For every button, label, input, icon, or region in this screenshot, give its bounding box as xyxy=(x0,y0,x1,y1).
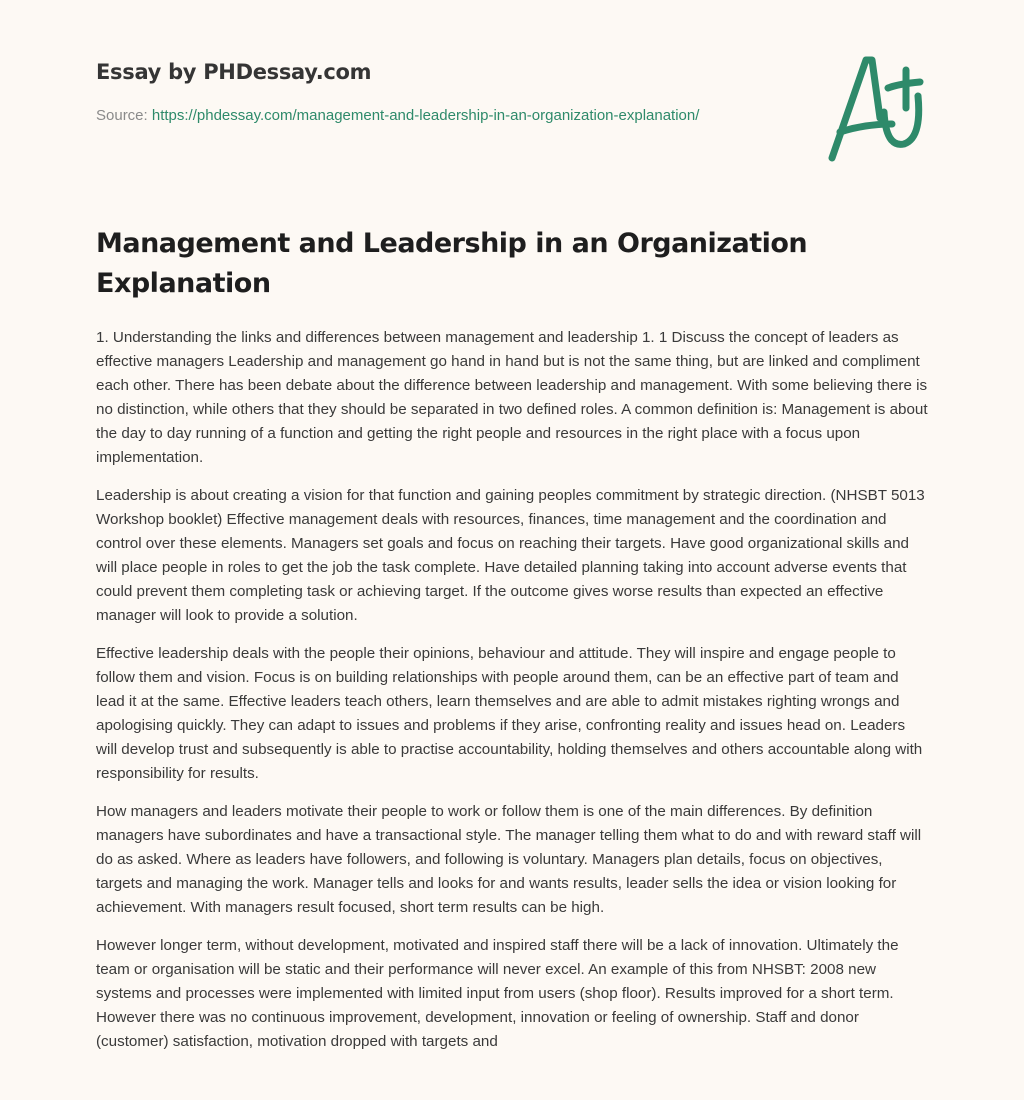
page-header xyxy=(96,60,736,128)
article-body xyxy=(96,326,928,1068)
paragraph: However longer term, without development, motivated and inspired staff there will be a lack of innovation. Ultimately the team or organisation will be static and their performance will never excel. An example of this from NHSBT: 2008 new systems and processes were implemented with limited input from users (shop floor). Results improved for a short term. However there was no continuous improvement, development, innovation or feeling of ownership. Staff and donor (customer) satisfaction, motivation dropped with targets and xyxy=(96,937,899,1050)
paragraph: Effective leadership deals with the people their opinions, behaviour and attitude. They will inspire and engage people to follow them and vision. Focus is on building relationships with people around them, can be an effective part of team and lead it at the same. Effective leaders teach others, learn themselves and are able to admit mistakes righting wrongs and apologising quickly. They can adapt to issues and problems if they arise, confronting reality and issues head on. Leaders will develop trust and subsequently is able to practise accountability, holding themselves and others accountable along with responsibility for results. xyxy=(96,645,923,782)
paragraph: How managers and leaders motivate their people to work or follow them is one of the main differences. By definition managers have subordinates and have a transactional style. The manager telling them what to do and with reward staff will do as asked. Where as leaders have followers, and following is voluntary. Managers plan details, focus on objectives, targets and managing the work. Manager tells and looks for and wants results, leader sells the idea or vision looking for achievement. With managers result focused, short term results can be high. xyxy=(96,803,922,916)
site-title: Essay by PHDessay.com xyxy=(96,60,372,84)
paragraph: 1. Understanding the links and differences between management and leadership 1. 1 Discuss the concept of leaders as effective managers Leadership and management go hand in hand but is not the same thing, but are linked and compliment each other. There has been debate about the difference between leadership and management. With some believing there is no distinction, while others that they should be separated in two defined roles. A common definition is: Management is about the day to day running of a function and getting the right people and resources in the right place with a focus upon implementation. xyxy=(96,329,928,466)
source-link[interactable]: https://phdessay.com/management-and-leadership-in-an-organization-explanation/ xyxy=(151,107,700,124)
source-label: Source: xyxy=(96,107,148,124)
a-plus-grade-icon xyxy=(820,40,930,170)
source-line xyxy=(96,104,736,128)
article-title: Management and Leadership in an Organization Explanation xyxy=(96,228,808,299)
paragraph: Leadership is about creating a vision for that function and gaining peoples commitment by strategic direction. (NHSBT 5013 Workshop booklet) Effective management deals with resources, finances, time management and the coordination and control over these elements. Managers set goals and focus on reaching their targets. Have good organizational skills and will place people in roles to get the job the task complete. Have detailed planning taking into account adverse events that could prevent them completing task or achieving target. If the outcome gives worse results than expected an effective manager will look to provide a solution. xyxy=(96,487,925,624)
